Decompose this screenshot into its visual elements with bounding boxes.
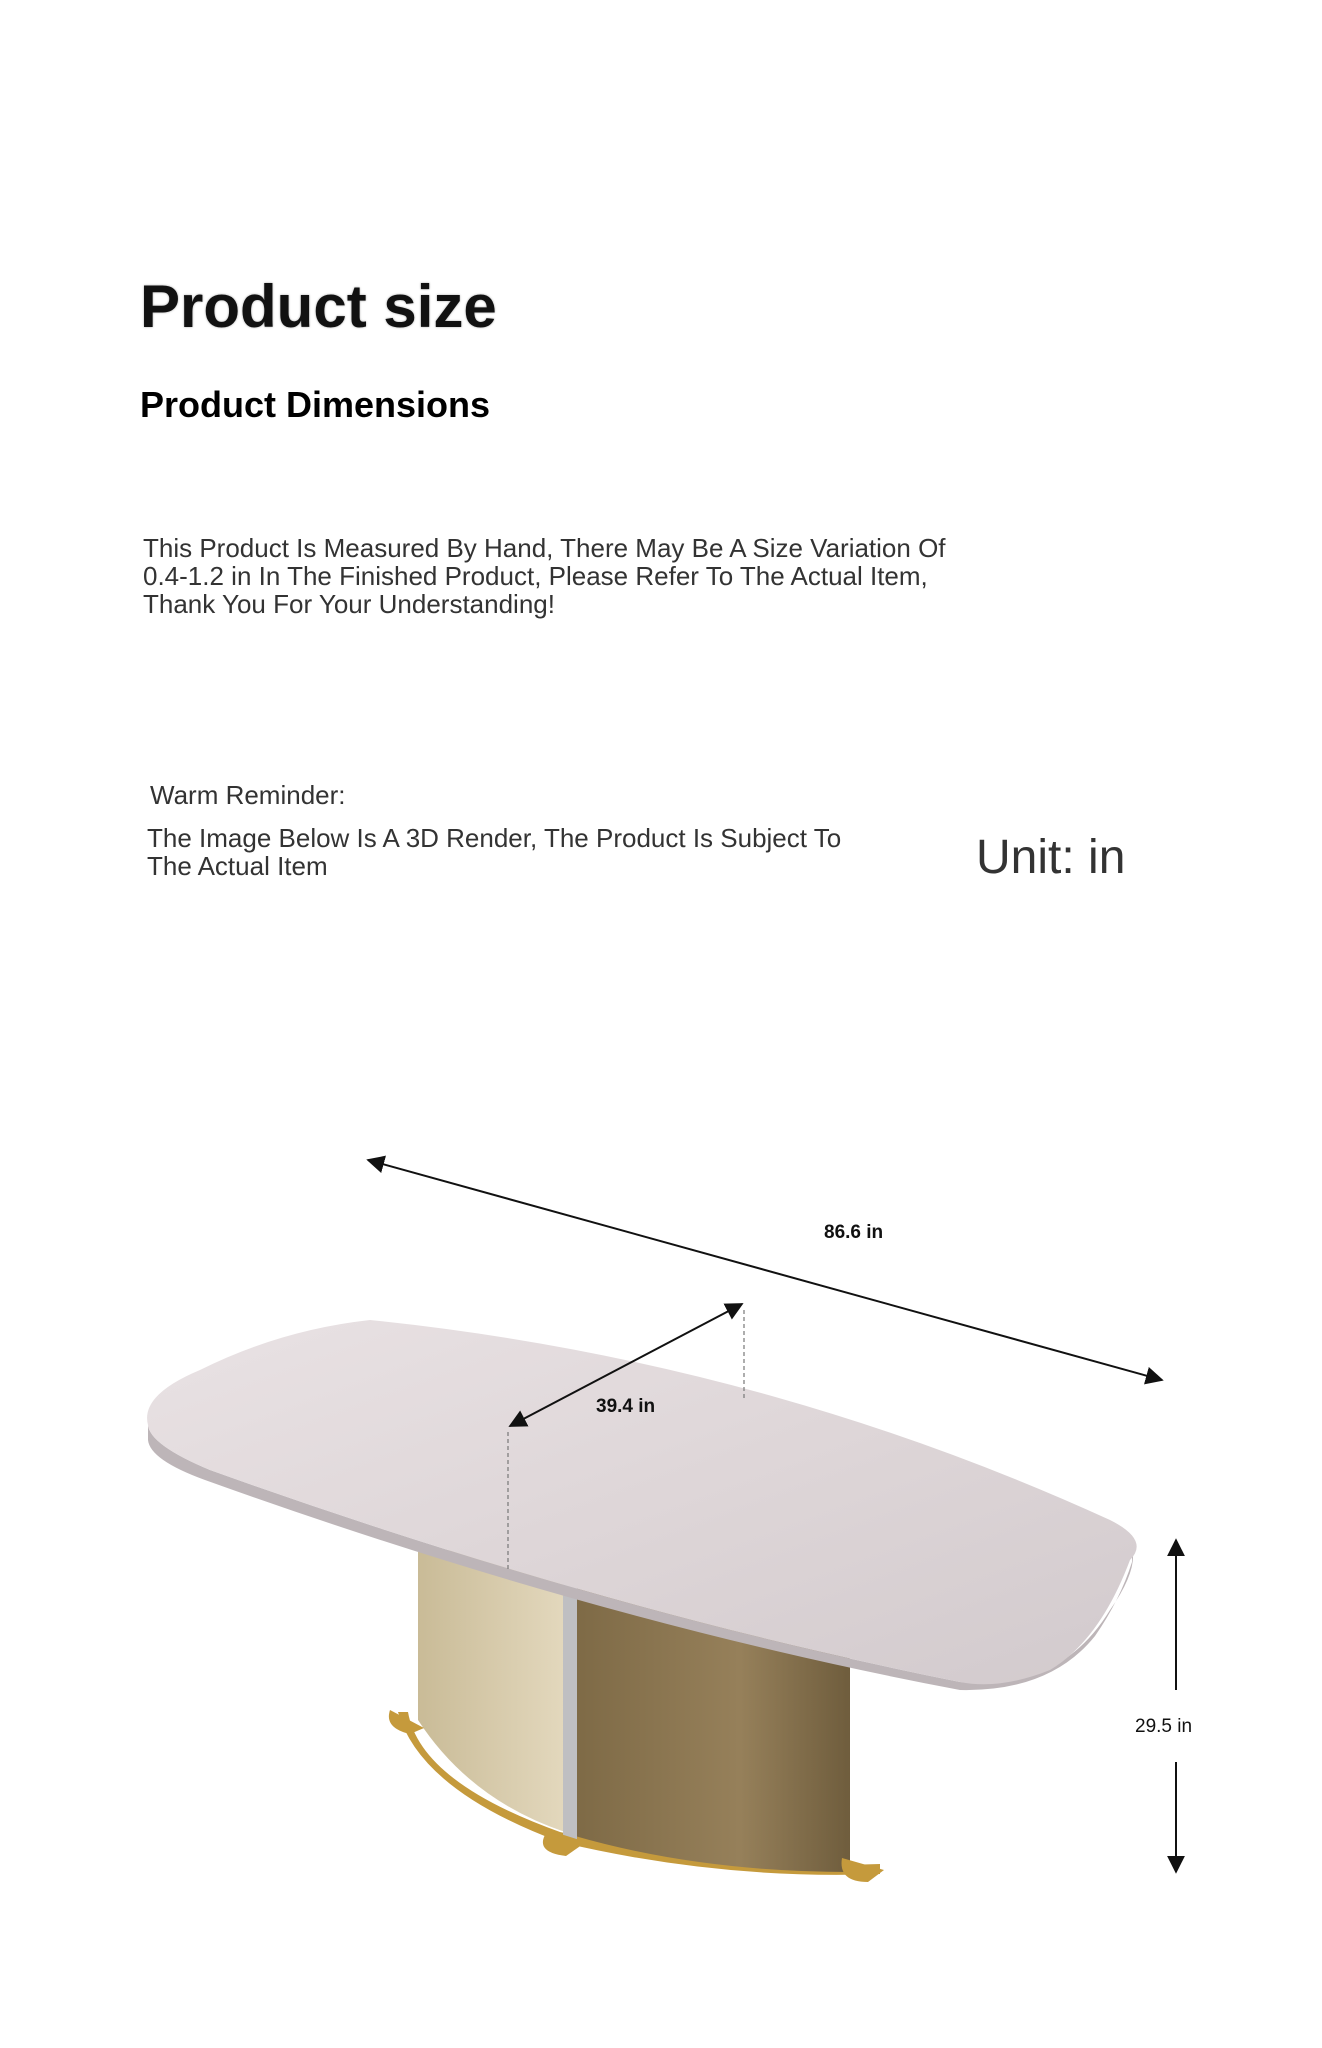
measurement-notice: This Product Is Measured By Hand, There May Be A Size Variation Of 0.4-1.2 in In The Finished Product, Please Refer To The Actual Item, Thank You For Your Understanding! [143, 533, 946, 619]
height-label: 29.5 in [1135, 1716, 1193, 1737]
length-label: 86.6 in [824, 1222, 884, 1243]
section-subtitle: Product Dimensions [140, 384, 491, 425]
base-seam [563, 1570, 577, 1840]
unit-label: Unit: in [976, 831, 1126, 884]
reminder-heading: Warm Reminder: [150, 780, 346, 810]
width-label: 39.4 in [596, 1396, 656, 1417]
page-title: Product size [140, 273, 497, 340]
reminder-body: The Image Below Is A 3D Render, The Product Is Subject To The Actual Item [147, 823, 842, 881]
base-foot-right [842, 1858, 884, 1882]
